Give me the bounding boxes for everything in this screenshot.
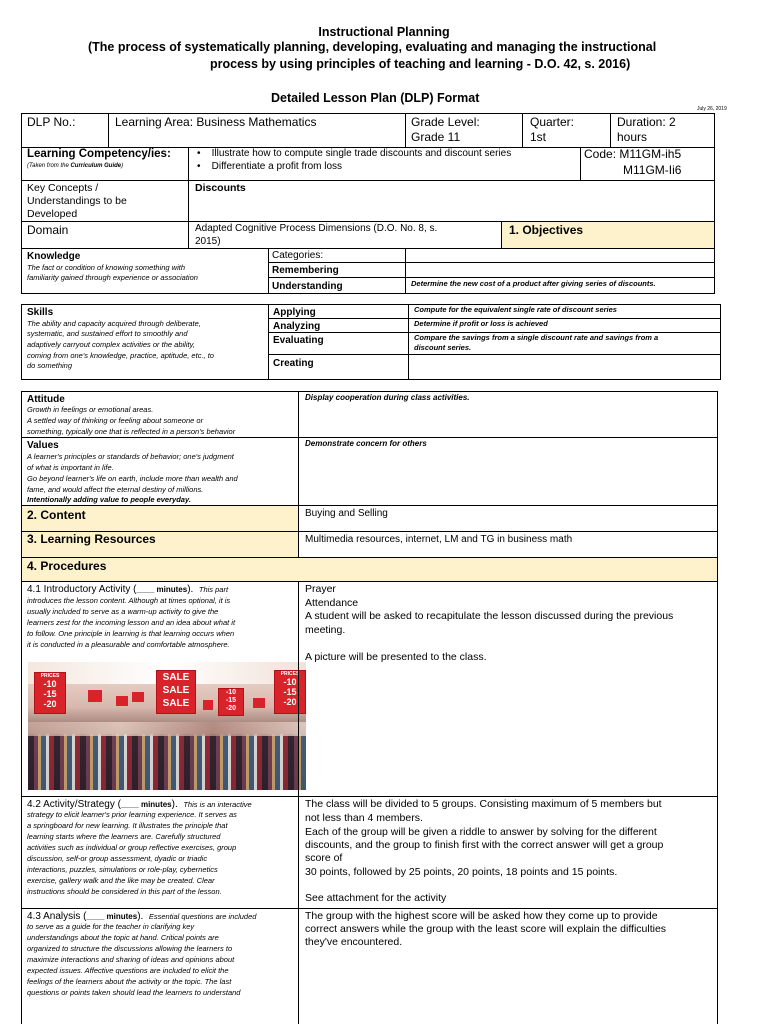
skills-desc-5: do something: [27, 361, 73, 370]
activity-desc-3: learning starts where the learners are. Carefully structured: [27, 832, 221, 841]
sign-right-line2: -10: [283, 677, 297, 687]
competency-note-prefix: (Taken from the: [27, 163, 71, 169]
analysis-desc-3: organized to structure the discussions allowing the learners to: [27, 944, 233, 953]
sign-mid-line2: -15: [225, 697, 237, 704]
sign-center-line2: SALE: [162, 685, 190, 696]
sign-right-line4: -20: [283, 697, 297, 707]
analysis-desc-first: Essential questions are included: [148, 912, 257, 921]
intro-prayer: Prayer: [305, 583, 336, 595]
price-sign-mid: [218, 688, 244, 716]
quarter-label: Quarter:: [530, 115, 575, 129]
sale-store-photo: [28, 662, 306, 790]
competency-label: Learning Competency/ies:: [27, 148, 171, 160]
activity-desc-1: strategy to elicit learner's prior learning experience. It serves as: [27, 810, 237, 819]
competency-note: [27, 163, 123, 169]
activity-desc-6: interactions, puzzles, simulations or role-play, cybernetics: [27, 865, 218, 874]
attitude-objective: Display cooperation during class activities.: [305, 393, 470, 402]
analysis-right-2: correct answers while the group with the least score will explain the difficulties: [305, 923, 667, 935]
activity-right-3: Each of the group will be given a riddle to answer by solving for the different: [305, 826, 657, 838]
document-subtitle-line1: (The process of systematically planning, developing, evaluating and managing the instructional: [88, 40, 657, 54]
analysis-desc-1: to serve as a guide for the teacher in clarifying key: [27, 922, 195, 931]
sign-center-line3: SALE: [162, 698, 190, 709]
format-title: Detailed Lesson Plan (DLP) Format: [271, 91, 480, 105]
document-date: July 26, 2019: [697, 106, 727, 112]
remembering-label: Remembering: [272, 265, 339, 276]
intro-desc-5: it is conducted in a pleasurable and comfortable atmosphere.: [27, 640, 230, 649]
activity-right-5: score of: [305, 852, 343, 864]
activity-title-end: ).: [171, 799, 178, 810]
learning-area: Learning Area: Business Mathematics: [115, 115, 317, 129]
analysis-minutes: ____ minutes: [86, 912, 138, 921]
domain-label: Domain: [27, 223, 69, 237]
objectives-heading: 1. Objectives: [509, 223, 584, 237]
activity-desc-5: discussion, self-or group assessment, dyadic or triadic: [27, 854, 208, 863]
attitude-desc-3: something, typically one that is reflected in a person's behavior: [27, 427, 236, 436]
analyzing-label: Analyzing: [273, 321, 321, 332]
key-concepts-label-2: Understandings to be: [27, 195, 127, 207]
skills-desc-3: adaptively carryout complex activities or the ability,: [27, 340, 195, 349]
analysis-title-end: ).: [137, 911, 144, 922]
attitude-desc-1: Growth in feelings or emotional areas.: [27, 405, 154, 414]
analysis-desc-2: understandings about the topic at hand. Critical points are: [27, 933, 219, 942]
activity-desc-first: This is an interactive: [183, 800, 252, 809]
key-concepts-label-1: Key Concepts /: [27, 182, 99, 194]
intro-minutes: ____ minutes: [136, 585, 188, 594]
understanding-label: Understanding: [272, 281, 343, 292]
content-label: 2. Content: [27, 508, 86, 522]
skills-desc-4: coming from one's knowledge, practice, aptitude, etc., to: [27, 351, 214, 360]
skills-desc-1: The ability and capacity acquired through deliberate,: [27, 319, 201, 328]
understanding-objective: Determine the new cost of a product after giving series of discounts.: [411, 279, 656, 288]
sign-mid-line1: -10: [225, 689, 237, 696]
document-subtitle-line2: process by using principles of teaching and learning - D.O. 42, s. 2016): [210, 57, 631, 71]
grade-level-label: Grade Level:: [411, 115, 480, 129]
analysis-right-1: The group with the highest score will be asked how they come up to provide: [305, 910, 658, 922]
adapted-dimensions-1: Adapted Cognitive Process Dimensions (D.O. No. 8, s.: [195, 223, 438, 234]
values-desc-2: of what is important in life.: [27, 463, 114, 472]
values-desc-4: fame, and would affect the eternal destiny of millions.: [27, 485, 204, 494]
values-desc-3: Go beyond learner's life on earth, include more than wealth and: [27, 474, 238, 483]
sign-mid-line3: -20: [225, 705, 237, 712]
evaluating-objective-1: Compare the savings from a single discount rate and savings from a: [414, 333, 659, 342]
intro-title-text: 4.1 Introductory Activity (: [27, 584, 137, 595]
analysis-desc-4: maximize interactions and sharing of ideas and opinions about: [27, 955, 235, 964]
knowledge-title: Knowledge: [27, 251, 81, 262]
creating-label: Creating: [273, 358, 314, 369]
activity-right-2: not less than 4 members.: [305, 812, 423, 824]
quarter-value: 1st: [530, 130, 547, 144]
intro-recap-2: meeting.: [305, 624, 346, 636]
categories-label: Categories:: [272, 250, 324, 261]
key-concepts-label-3: Developed: [27, 208, 78, 220]
analyzing-objective: Determine if profit or loss is achieved: [414, 319, 548, 328]
content-value: Buying and Selling: [305, 508, 388, 519]
evaluating-label: Evaluating: [273, 335, 324, 346]
skills-desc-2: systematic, and sustained effort to smoothly and: [27, 329, 188, 338]
activity-desc-8: instructions should be considered in this part of the lesson.: [27, 887, 222, 896]
sale-sign-center: [156, 670, 196, 714]
sign-left-line2: -10: [43, 679, 57, 689]
intro-title-end: ).: [187, 584, 194, 595]
evaluating-objective-2: discount series.: [414, 343, 472, 352]
analysis-right-3: they've encountered.: [305, 936, 403, 948]
activity-right-6: 30 points, followed by 25 points, 20 points, 18 points and 15 points.: [305, 866, 618, 878]
sign-center-line1: SALE: [162, 672, 190, 683]
document-title: Instructional Planning: [318, 25, 450, 39]
intro-attendance: Attendance: [305, 597, 359, 609]
key-concepts-value: Discounts: [195, 182, 246, 194]
code-label: Code: M11GM-ih5: [584, 147, 682, 161]
dlp-no-label: DLP No.:: [27, 115, 76, 129]
skills-title: Skills: [27, 307, 54, 318]
competency-note-bold: Curriculum Guide: [70, 163, 122, 169]
competency-item-2: • Differentiate a profit from loss: [197, 161, 343, 172]
activity-minutes: ____ minutes: [120, 800, 172, 809]
duration-value: hours: [617, 130, 648, 144]
intro-desc-first: This part: [198, 585, 229, 594]
code-value-2: M11GM-Ii6: [623, 163, 682, 177]
attitude-title: Attitude: [27, 394, 65, 405]
activity-desc-7: exercise, gallery walk and the like may be created. Clear: [27, 876, 215, 885]
activity-title-text: 4.2 Activity/Strategy (: [27, 799, 121, 810]
intro-picture-note: A picture will be presented to the class.: [305, 651, 487, 663]
competency-item-2-text: Differentiate a profit from loss: [211, 161, 343, 172]
values-desc-bold: Intentionally adding value to people everyday.: [27, 495, 191, 504]
applying-label: Applying: [273, 307, 316, 318]
sign-left-line4: -20: [43, 699, 57, 709]
activity-right-1: The class will be divided to 5 groups. Consisting maximum of 5 members but: [305, 798, 662, 810]
intro-desc-3: learners zest for the incoming lesson and an idea about what it: [27, 618, 236, 627]
adapted-dimensions-2: 2015): [195, 236, 221, 247]
competency-note-suffix: ): [121, 163, 124, 169]
analysis-desc-7: questions or points taken should lead the learners to understand: [27, 988, 241, 997]
sign-left-line3: -15: [43, 689, 57, 699]
procedures-label: 4. Procedures: [27, 559, 107, 573]
activity-right-4: discounts, and the group to finish first with the correct answer will get a group: [305, 839, 664, 851]
intro-recap-1: A student will be asked to recapitulate the lesson discussed during the previous: [305, 610, 674, 622]
intro-desc-4: to follow. One principle in learning is that learning occurs when: [27, 629, 235, 638]
price-sign-left: [34, 672, 66, 714]
duration-label: Duration: 2: [617, 115, 676, 129]
activity-desc-2: a springboard for new learning. It illustrates the principle that: [27, 821, 228, 830]
competency-item-1: • Illustrate how to compute single trade discounts and discount series: [197, 148, 512, 159]
analysis-desc-6: feelings of the learners about the activity or the topic. The last: [27, 977, 232, 986]
intro-desc-2: usually included to serve as a warm-up activity to give the: [27, 607, 219, 616]
knowledge-desc-2: familiarity gained through experience or association: [27, 273, 198, 282]
analysis-title-text: 4.3 Analysis (: [27, 911, 87, 922]
analysis-desc-5: expected issues. Affective questions are included to elicit the: [27, 966, 229, 975]
knowledge-desc-1: The fact or condition of knowing something with: [27, 263, 186, 272]
sign-left-line1: PRICES: [40, 673, 60, 679]
activity-attachment: See attachment for the activity: [305, 892, 447, 904]
resources-label: 3. Learning Resources: [27, 532, 156, 546]
resources-value: Multimedia resources, internet, LM and TG in business math: [305, 534, 573, 545]
sign-right-line1: PRICES: [280, 671, 300, 677]
values-title: Values: [27, 440, 59, 451]
applying-objective: Compute for the equivalent single rate of discount series: [414, 305, 617, 314]
sign-right-line3: -15: [283, 687, 297, 697]
grade-level-value: Grade 11: [411, 130, 461, 144]
values-desc-1: A learner's principles or standards of behavior; one's judgment: [27, 452, 234, 461]
values-objective: Demonstrate concern for others: [305, 439, 427, 448]
intro-desc-1: introduces the lesson content. Although at times optional, it is: [27, 596, 231, 605]
attitude-desc-2: A settled way of thinking or feeling about someone or: [27, 416, 204, 425]
activity-desc-4: activities such as individual or group reflective exercises, group: [27, 843, 237, 852]
intro-activity-title: [27, 583, 228, 596]
competency-item-1-text: Illustrate how to compute single trade discounts and discount series: [211, 148, 512, 159]
